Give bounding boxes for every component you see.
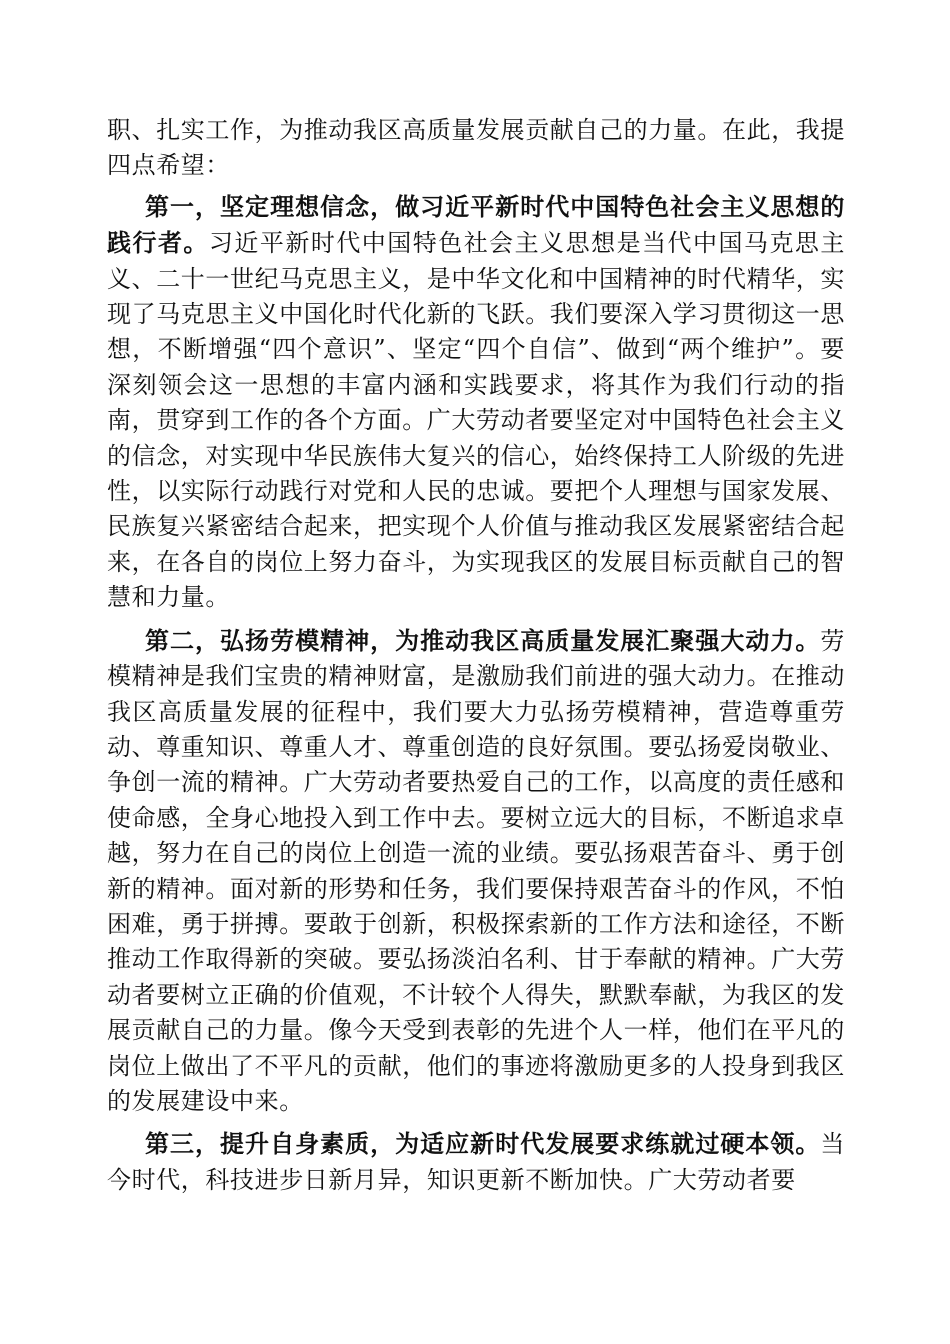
paragraph-body: 当今时代，科技进步日新月异，知识更新不断加快。广大劳动者要 xyxy=(107,1130,845,1194)
paragraph-heading: 第三，提升自身素质，为适应新时代发展要求练就过硬本领。 xyxy=(145,1129,821,1159)
paragraph-body: 劳模精神是我们宝贵的精神财富，是激励我们前进的强大动力。在推动我区高质量发展的征程中，我们要大力弘扬劳模精神，营造尊重劳动、尊重知识、尊重人才、尊重创造的良好氛围。要弘扬爱岗敬业、争创一流的精神。广大劳动者要热爱自己的工作，以高度的责任感和使命感，全身心地投入到工作中去。要树立远大的目标，不断追求卓越，努力在自己的岗位上创造一流的业绩。要弘扬艰苦奋斗、勇于创新的精神。面对新的形势和任务，我们要保持艰苦奋斗的作风，不怕困难，勇于拼搏。要敢于创新，积极探索新的工作方法和途径，不断推动工作取得新的突破。要弘扬淡泊名利、甘于奉献的精神。广大劳动者要树立正确的价值观，不计较个人得失，默默奉献，为我区的发展贡献自己的力量。像今天受到表彰的先进个人一样，他们在平凡的岗位上做出了不平凡的贡献，他们的事迹将激励更多的人投身到我区的发展建设中来。 xyxy=(107,626,845,1115)
paragraph-continuation xyxy=(107,113,845,184)
paragraph-point-one xyxy=(107,189,845,616)
paragraph-body: 习近平新时代中国特色社会主义思想是当代中国马克思主义、二十一世纪马克思主义，是中华文化和中国精神的时代精华，实现了马克思主义中国化时代化新的飞跃。我们要深入学习贯彻这一思想，不断增强“四个意识”、坚定“四个自信”、做到“两个维护”。要深刻领会这一思想的丰富内涵和实践要求，将其作为我们行动的指南，贯穿到工作的各个方面。广大劳动者要坚定对中国特色社会主义的信念，对实现中华民族伟大复兴的信心，始终保持工人阶级的先进性，以实际行动践行对党和人民的忠诚。要把个人理想与国家发展、民族复兴紧密结合起来，把实现个人价值与推动我区发展紧密结合起来，在各自的岗位上努力奋斗，为实现我区的发展目标贡献自己的智慧和力量。 xyxy=(107,229,846,612)
paragraph-body: 职、扎实工作，为推动我区高质量发展贡献自己的力量。在此，我提四点希望： xyxy=(107,116,845,180)
document-page xyxy=(107,113,845,1205)
paragraph-point-two xyxy=(107,623,845,1120)
paragraph-heading: 第一，坚定理想信念，做习近平新时代中国特色社会主义思想的践行者。 xyxy=(107,191,845,258)
paragraph-point-three xyxy=(107,1126,845,1198)
paragraph-heading: 第二，弘扬劳模精神，为推动我区高质量发展汇聚强大动力。 xyxy=(145,625,821,655)
